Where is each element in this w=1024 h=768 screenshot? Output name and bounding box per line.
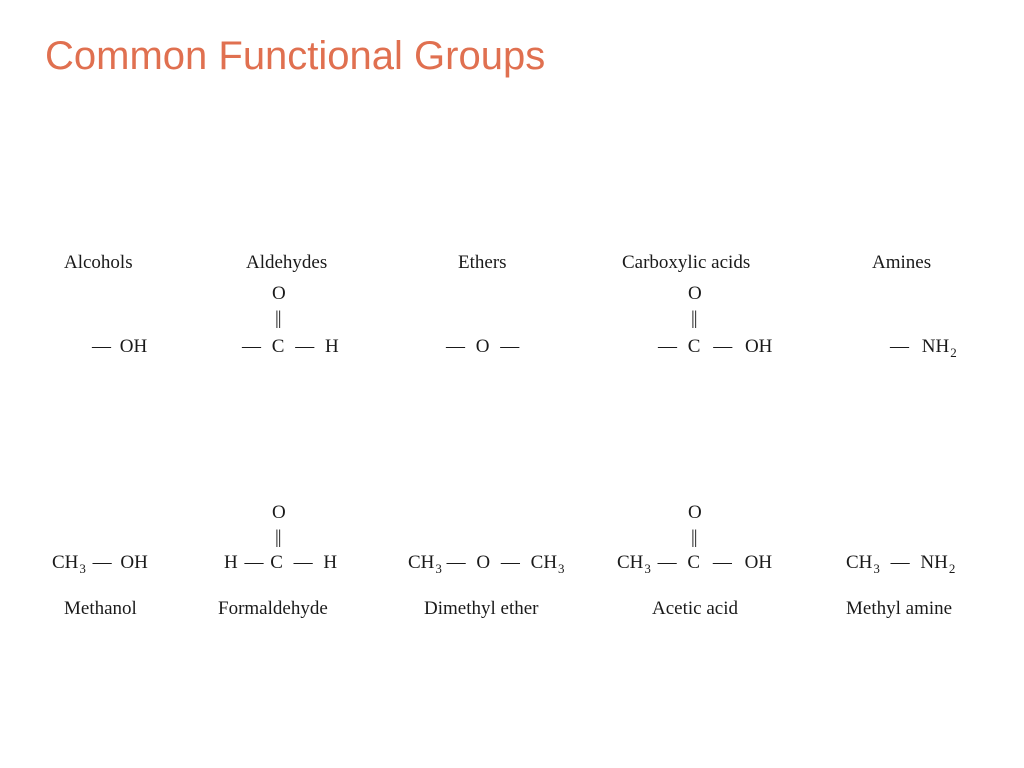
single-bond: — xyxy=(446,552,466,573)
methanol-formula xyxy=(52,552,148,575)
carbon-hydrogen: CH xyxy=(52,552,79,573)
oxygen-atom: O xyxy=(475,336,490,357)
methyl xyxy=(408,552,442,576)
formaldehyde-formula xyxy=(224,552,337,574)
subscript: 3 xyxy=(435,561,442,576)
amino xyxy=(920,552,956,576)
subscript: 2 xyxy=(950,345,957,360)
header-carboxylic-acids: Carboxylic acids xyxy=(622,252,751,273)
single-bond: — xyxy=(890,552,910,573)
alcohol-group-formula xyxy=(92,336,147,358)
carbon-atom: C xyxy=(271,336,285,357)
dimethyl-ether-label: Dimethyl ether xyxy=(424,598,539,619)
single-bond: — xyxy=(242,336,261,357)
formaldehyde-double-bond: || xyxy=(275,527,281,548)
header-ethers: Ethers xyxy=(458,252,507,273)
hydrogen-atom: H xyxy=(324,336,339,357)
slide-title: Common Functional Groups xyxy=(45,34,546,78)
subscript: 3 xyxy=(79,561,86,576)
single-bond: — xyxy=(244,552,264,573)
subscript: 3 xyxy=(558,561,565,576)
single-bond: — xyxy=(713,336,733,357)
aldehyde-double-bond: || xyxy=(275,308,281,329)
subscript: 3 xyxy=(873,561,880,576)
single-bond: — xyxy=(500,336,520,357)
aldehyde-group-formula xyxy=(242,336,339,358)
hydroxyl: OH xyxy=(120,552,148,573)
methyl xyxy=(617,552,651,576)
carbon-hydrogen: CH xyxy=(846,552,873,573)
dimethyl-ether-formula xyxy=(408,552,565,575)
carboxylic-double-bond: || xyxy=(691,308,697,329)
carbon-hydrogen: CH xyxy=(408,552,435,573)
carbon-atom: C xyxy=(687,552,701,573)
subscript: 3 xyxy=(644,561,651,576)
carbon-atom: C xyxy=(687,336,701,357)
acetic-acid-double-bond: || xyxy=(691,527,697,548)
hydroxyl: OH xyxy=(744,336,773,357)
carbon-hydrogen: CH xyxy=(530,552,558,573)
nitrogen-hydrogen: NH xyxy=(920,552,948,573)
header-aldehydes: Aldehydes xyxy=(246,252,328,273)
single-bond: — xyxy=(890,336,909,357)
amino xyxy=(921,336,957,360)
ether-group-formula xyxy=(446,336,519,358)
acetic-acid-carbonyl-oxygen: O xyxy=(688,502,702,523)
carboxylic-carbonyl-oxygen: O xyxy=(688,283,702,304)
carbon-hydrogen: CH xyxy=(617,552,644,573)
acetic-acid-label: Acetic acid xyxy=(652,598,738,619)
aldehyde-carbonyl-oxygen: O xyxy=(272,283,286,304)
methyl xyxy=(846,552,880,576)
formaldehyde-label: Formaldehyde xyxy=(218,598,328,619)
single-bond: — xyxy=(293,552,313,573)
single-bond: — xyxy=(92,336,111,357)
hydroxyl: OH xyxy=(744,552,773,573)
single-bond: — xyxy=(446,336,465,357)
header-amines: Amines xyxy=(872,252,932,273)
methanol-label: Methanol xyxy=(64,598,137,619)
carbon-atom: C xyxy=(270,552,283,573)
single-bond: — xyxy=(295,336,315,357)
single-bond: — xyxy=(500,552,520,573)
carboxylic-group-formula xyxy=(658,336,772,358)
formaldehyde-carbonyl-oxygen: O xyxy=(272,502,286,523)
methyl xyxy=(52,552,86,576)
single-bond: — xyxy=(712,552,732,573)
hydrogen-atom: H xyxy=(323,552,338,573)
subscript: 2 xyxy=(948,561,956,576)
methyl xyxy=(530,552,565,576)
methyl-amine-label: Methyl amine xyxy=(846,598,953,619)
single-bond: — xyxy=(92,552,112,573)
acetic-acid-formula xyxy=(617,552,772,575)
hydroxyl: OH xyxy=(119,336,148,357)
nitrogen-hydrogen: NH xyxy=(921,336,950,357)
header-alcohols: Alcohols xyxy=(64,252,133,273)
single-bond: — xyxy=(658,336,677,357)
single-bond: — xyxy=(657,552,677,573)
oxygen-atom: O xyxy=(476,552,491,573)
amine-group-formula xyxy=(890,336,957,359)
hydrogen-atom: H xyxy=(224,552,238,573)
methyl-amine-formula xyxy=(846,552,955,575)
